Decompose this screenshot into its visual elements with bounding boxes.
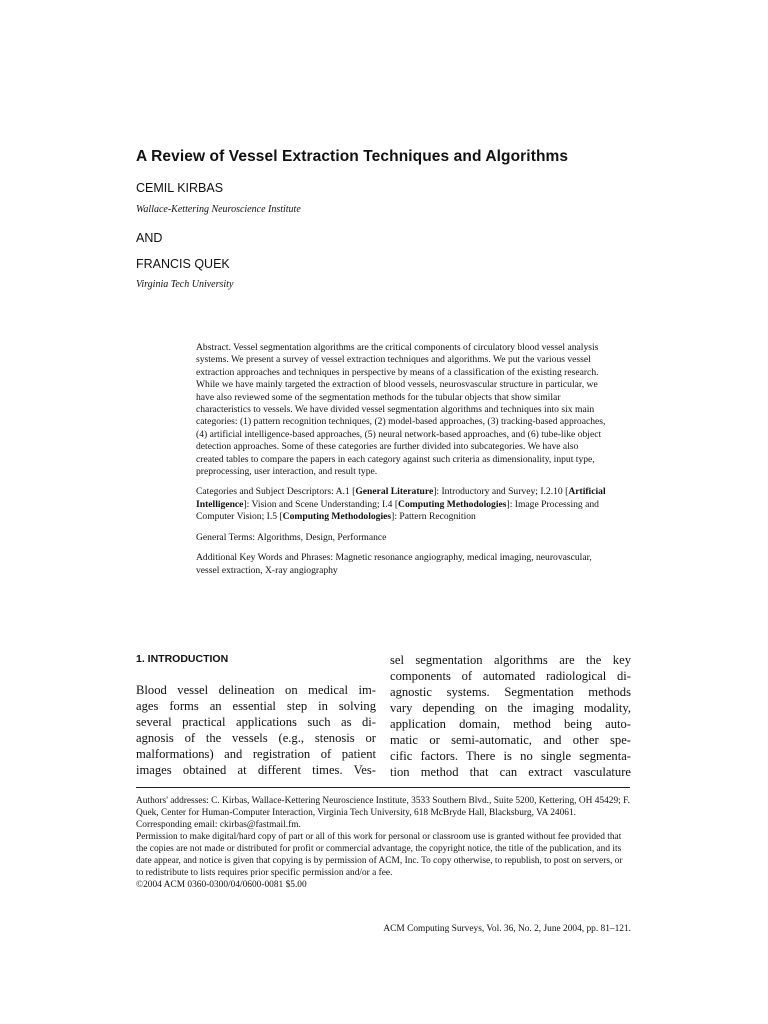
author-conjunction: AND (136, 231, 163, 245)
intro-column-right (390, 652, 631, 780)
author-affiliation-1: Wallace-Kettering Neuroscience Institute (136, 204, 301, 215)
footnote-divider (136, 787, 630, 788)
copyright-line: ©2004 ACM 0360-0300/04/0600-0081 $5.00 (136, 880, 307, 890)
text-line: tion method that can extract vasculature (390, 765, 631, 779)
footnotes (136, 795, 630, 891)
text-line: components of automated radiological di- (390, 669, 631, 683)
text-line: agnostic systems. Segmentation methods (390, 685, 631, 699)
author-affiliation-2: Virginia Tech University (136, 279, 234, 290)
paper-title: A Review of Vessel Extraction Techniques and Algorithms (136, 148, 569, 165)
categories-text: Categories and Subject Descriptors: A.1 [ (196, 486, 356, 498)
text-line: malformations) and registration of patient (136, 747, 376, 761)
text-line: cific factors. There is no single segmenta- (390, 749, 631, 763)
general-terms: General Terms: Algorithms, Design, Performance (196, 531, 387, 543)
author-name-2: FRANCIS QUEK (136, 257, 230, 271)
text-line: ages forms an essential step in solving (136, 699, 376, 713)
text-line: images obtained at different times. Ves- (136, 763, 376, 777)
categories-text: ]: Image Processing and Computer Vision; I.5 [ (196, 498, 599, 523)
abstract-block (196, 342, 608, 585)
journal-citation: ACM Computing Surveys, Vol. 36, No. 2, June 2004, pp. 81–121. (383, 924, 631, 934)
categories-descriptors (196, 486, 608, 523)
category-bold: Artificial Intelligence (196, 486, 606, 510)
text-line: Blood vessel delineation on medical im- (136, 683, 376, 697)
permission-notice: Permission to make digital/hard copy of part or all of this work for personal or classroom use is granted without fee provided that the copies are not made or distributed for profit or commercial advantage, the copyright notice, the title of the publication, and its date appear, and notice is given that copying is by permission of ACM, Inc. To copy otherwise, to republish, to post on servers, or to redistribute to lists requires prior specific permission and/or a fee. (136, 832, 623, 878)
keywords: Additional Key Words and Phrases: Magnetic resonance angiography, medical imaging, neurovascular, vessel extraction, X-ray angiography (196, 552, 592, 576)
section-heading-introduction: 1. INTRODUCTION (136, 653, 229, 665)
author-name-1: CEMIL KIRBAS (136, 181, 224, 195)
category-bold: Computing Methodologies (282, 511, 392, 523)
text-line: sel segmentation algorithms are the key (390, 653, 631, 667)
intro-column-left (136, 682, 376, 778)
category-bold: General Literature (355, 486, 434, 498)
text-line: vary depending on the imaging modality, (390, 701, 631, 715)
text-line: application domain, method being auto- (390, 717, 631, 731)
text-line: agnosis of the vessels (e.g., stenosis or (136, 731, 376, 745)
abstract-text: Abstract. Vessel segmentation algorithms are the critical components of circulatory blood vessel analysis systems. We present a survey of vessel extraction techniques and algorithms. We put the various vessel extraction approaches and techniques in perspective by means of a classification of the existing research. While we have mainly targeted the extraction of blood vessels, neurosvascular structure in particular, we have also reviewed some of the segmentation methods for the tubular objects that show similar characteristics to vessels. We have divided vessel segmentation algorithms and techniques into six main categories: (1) pattern recognition techniques, (2) model-based approaches, (3) tracking-based approaches, (4) artificial intelligence-based approaches, (5) neural network-based approaches, and (6) tube-like object detection approaches. Some of these categories are further divided into subcategories. We have also created tables to compare the papers in each category against such criteria as dimensionality, input type, preprocessing, user interaction, and result type. (196, 342, 606, 478)
text-line: several practical applications such as di- (136, 715, 376, 729)
text-line: matic or semi-automatic, and other spe- (390, 733, 631, 747)
category-bold: Computing Methodologies (398, 498, 507, 510)
categories-text: ]: Introductory and Survey; I.2.10 [ (433, 486, 569, 498)
authors-addresses: Authors' addresses: C. Kirbas, Wallace-Kettering Neuroscience Institute, 3533 Southern Blvd., Suite 5200, Kettering, OH 45429; F. Quek, Center for Human-Computer Interaction, Virginia Tech University, 618 McBryde Hall, Blacksburg, VA 24061. Corresponding email: ckirbas@fastmail.fm. (136, 796, 630, 830)
categories-text: ]: Vision and Scene Understanding; I.4 [ (243, 498, 399, 510)
categories-text: ]: Pattern Recognition (391, 511, 476, 523)
